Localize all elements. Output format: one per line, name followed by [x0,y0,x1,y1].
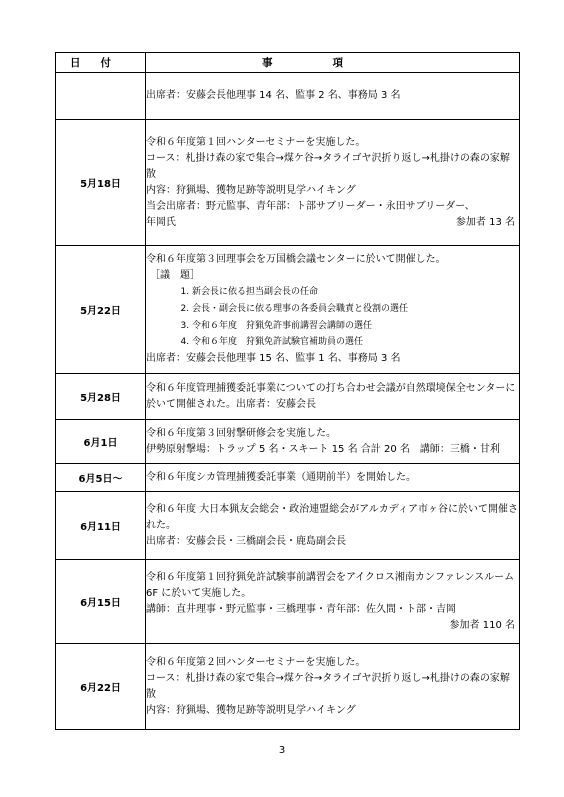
row-line: 令和６年度シカ管理捕獲委託事業（通期前半）を開始した。 [146,471,416,483]
row-line: 令和６年度 大日本猟友会総会・政治連盟総会がアルカディア市ヶ谷に於いて開催された。 [146,503,518,531]
row-line: 内容：狩猟場、獲物足跡等説明見学ハイキング [146,704,356,716]
attendee-count: 参加者 13 名 [455,216,515,228]
agenda-item: 3. 令和６年度 狩猟免許事前講習会講師の選任 [192,318,519,335]
agenda-item: 4. 令和６年度 狩猟免許試験官補助員の選任 [192,334,519,351]
row-line: 令和６年度第３回射撃研修会を実施した。 [146,427,336,439]
row-line: 講師：直井理事・野元監事・三橋理事・青年部：佐久間・ト部・吉岡 [146,603,456,615]
table-row [56,492,520,560]
row-body [146,73,520,120]
table-row [56,246,520,374]
date-column-header: 日付 [56,53,146,73]
table-row [56,464,520,492]
table-row [56,374,520,420]
row-body [146,464,520,492]
row-line: 令和６年度第１回ハンターセミナーを実施した。 [146,136,366,148]
row-line: 令和６年度第１回狩猟免許試験事前講習会をアイクロス湘南カンファレンスルーム 6F に於いて実施した。 [146,571,515,599]
table-row [56,644,520,730]
row-date: 5月18日 [56,120,146,246]
row-body [146,644,520,730]
agenda-list [146,284,519,351]
row-line: 出席者：安藤会長他理事 15 名、監事 1 名、事務局 3 名 [146,352,401,364]
row-line: 年岡氏 [146,216,176,228]
table-header-row [56,53,520,73]
row-body [146,120,520,246]
row-date: 6月1日 [56,420,146,464]
row-line: 出席者：安藤会長・三橋副会長・鹿島副会長 [146,535,346,547]
row-body [146,492,520,560]
row-date [56,73,146,120]
row-body [146,246,520,374]
row-date: 6月15日 [56,560,146,644]
row-date: 6月11日 [56,492,146,560]
body-column-header: 事項 [146,53,520,73]
row-line-pair [146,215,519,231]
row-line: 内容：狩猟場、獲物足跡等説明見学ハイキング [146,184,356,196]
table-row [56,73,520,120]
table-row [56,120,520,246]
row-line: 令和６年度管理捕獲委託事業についての打ち合わせ会議が自然環境保全センターに於いて開催された。出席者：安藤会長 [146,382,516,410]
row-line: コース：札掛け森の家で集合→煤ケ谷→タライゴヤ沢折り返し→札掛けの森の家解散 [146,152,510,180]
row-line: コース：札掛け森の家で集合→煤ケ谷→タライゴヤ沢折り返し→札掛けの森の家解散 [146,672,510,700]
agenda-label: ［議 題］ [150,270,200,282]
row-date: 6月22日 [56,644,146,730]
row-line: 伊勢原射撃場：トラップ 5 名・スキート 15 名 合計 20 名 講師：三橋・甘利 [146,443,500,455]
row-line: 当会出席者：野元監事、青年部：ト部サブリーダー・永田サブリーダー、 [146,200,475,212]
attendee-count: 参加者 110 名 [449,619,515,631]
row-date: 6月5日～ [56,464,146,492]
table-row [56,560,520,644]
row-body [146,560,520,644]
row-date: 5月28日 [56,374,146,420]
row-line: 令和６年度第３回理事会を万国橋会議センターに於いて開催した。 [146,254,446,266]
row-line: 令和６年度第２回ハンターセミナーを実施した。 [146,656,366,668]
page-number: 3 [278,745,286,756]
activity-table [55,52,520,730]
agenda-item: 2. 会長・副会長に依る理事の各委員会職責と役割の選任 [192,301,519,318]
row-line: 出席者：安藤会長他理事 14 名、監事 2 名、事務局 3 名 [146,90,401,101]
row-body [146,420,520,464]
table-row [56,420,520,464]
row-body [146,374,520,420]
agenda-item: 1. 新会長に依る担当副会長の任命 [192,284,519,301]
row-date: 5月22日 [56,246,146,374]
